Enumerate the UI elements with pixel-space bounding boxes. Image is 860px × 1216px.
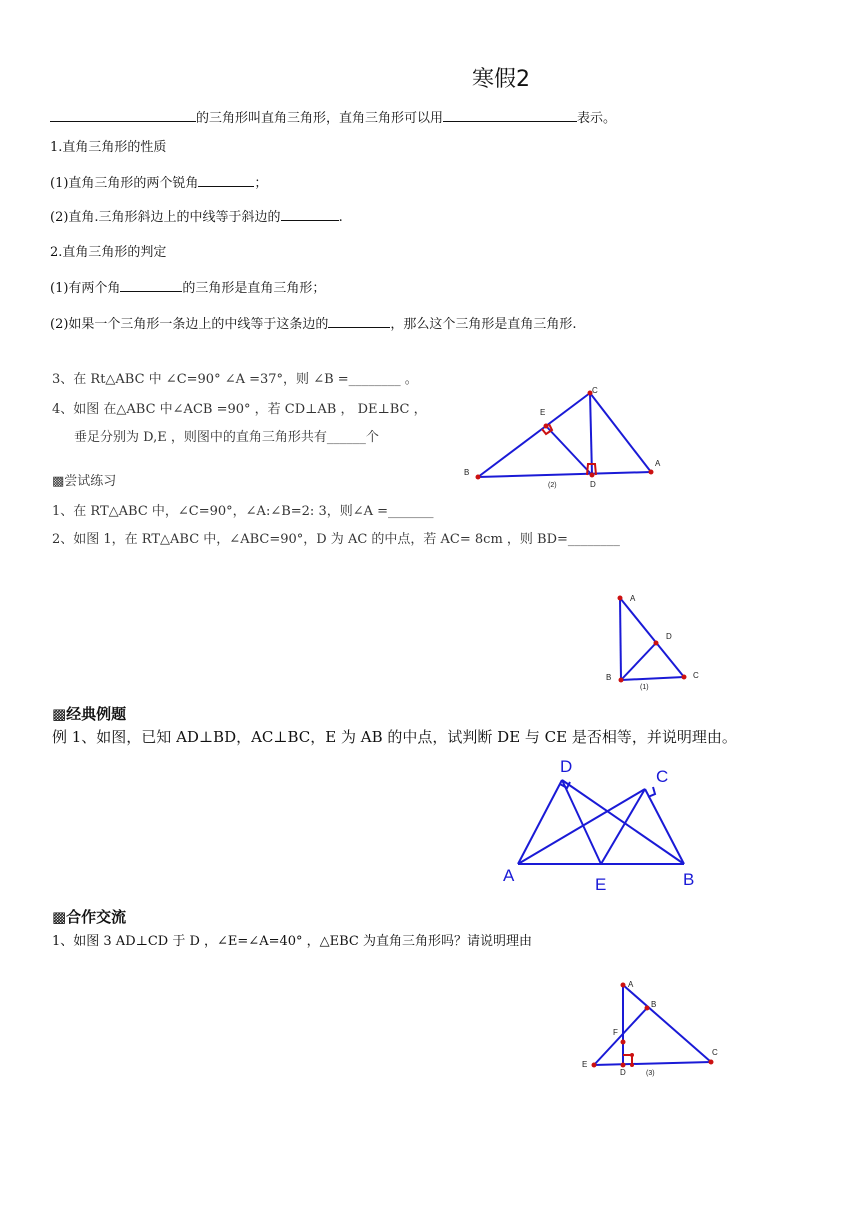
- fig1-point-d: [654, 641, 659, 646]
- fig2-segment-bc: [478, 393, 590, 477]
- fig2-label-e: E: [540, 408, 546, 417]
- fig2-label-a: A: [655, 459, 661, 468]
- intro-text-1: 的三角形叫直角三角形，直角三角形可以用: [196, 111, 444, 126]
- fig1-point-c: [682, 675, 687, 680]
- property-1: [50, 172, 267, 191]
- coop-question-1: 1、如图 3 AD⊥CD 于 D ，∠E=∠A=40° ，△EBC 为直角三角形吗？请说明理由: [52, 934, 533, 949]
- example-right-angle-c: [648, 787, 655, 797]
- fig1-point-a: [618, 596, 623, 601]
- try-question-2: 2、如图 1，在 RT△ABC 中，∠ABC=90°，D 为 AC 的中点，若 AC= 8cm ，则 BD=________: [52, 532, 620, 547]
- fig2-label-d: D: [590, 480, 596, 489]
- fig2-label-c: C: [592, 386, 598, 395]
- determination-1: [50, 277, 325, 296]
- fig1-segment-ac: [620, 598, 684, 677]
- intro-blank-1[interactable]: [50, 109, 196, 122]
- fig1-label-d: D: [666, 632, 672, 641]
- property-2-tail: .: [338, 210, 343, 225]
- determination-1-text: (1)有两个角: [50, 281, 121, 296]
- try-question-1: 1、在 RT△ABC 中，∠C=90°，∠A:∠B=2: 3，则∠A =_______: [52, 504, 434, 519]
- property-2-blank[interactable]: [281, 208, 339, 221]
- fig1-segment-ab: [620, 598, 621, 680]
- determination-2-text: (2)如果一个三角形一条边上的中线等于这条边的: [50, 317, 329, 332]
- example-label-a: A: [503, 866, 515, 885]
- property-1-blank[interactable]: [198, 174, 254, 187]
- fig2-segment-de: [546, 426, 592, 475]
- fig3-label-b: B: [651, 1000, 657, 1009]
- fig3-point-a: [621, 983, 626, 988]
- fig2-point-e: [544, 424, 549, 429]
- intro-blank-2[interactable]: [443, 109, 577, 122]
- determination-2-blank[interactable]: [328, 315, 390, 328]
- properties-heading: 1.直角三角形的性质: [50, 140, 167, 155]
- fig3-segment-ec: [594, 1062, 711, 1065]
- example-label-c: C: [656, 767, 669, 786]
- fig3-label-c: C: [712, 1048, 718, 1057]
- fig3-label-f: F: [613, 1028, 618, 1037]
- try-section-heading: ▩尝试练习: [52, 474, 117, 489]
- fig3-segment-ac: [623, 985, 711, 1062]
- example-figure: [498, 754, 708, 896]
- intro-text-2: 表示。: [577, 111, 617, 126]
- figure-2: [460, 383, 680, 493]
- fig3-point-c: [709, 1060, 714, 1065]
- fig2-point-d: [590, 473, 595, 478]
- fig3-point-e: [592, 1063, 597, 1068]
- figure-1: [600, 588, 710, 694]
- fig2-caption: (2): [548, 482, 557, 489]
- determination-1-tail: 的三角形是直角三角形；: [182, 281, 326, 296]
- fig2-segment-ca: [590, 393, 651, 472]
- question-3: 3、在 Rt△ABC 中 ∠C=90° ∠A =37°，则 ∠B =________ 。: [52, 372, 418, 387]
- property-2-text: (2)直角.三角形斜边上的中线等于斜边的: [50, 210, 281, 225]
- example-1: 例 1、如图，已知 AD⊥BD，AC⊥BC，E 为 AB 的中点，试判断 DE 与 CE 是否相等，并说明理由。: [52, 728, 737, 746]
- example-label-e: E: [595, 875, 607, 894]
- fig2-point-a: [649, 470, 654, 475]
- example-segment-cb: [645, 789, 684, 864]
- fig3-point-f: [621, 1040, 626, 1045]
- determination-1-blank[interactable]: [120, 279, 182, 292]
- fig1-label-b: B: [606, 673, 612, 682]
- determination-2-tail: ，那么这个三角形是直角三角形.: [390, 317, 577, 332]
- determination-2: [50, 313, 577, 332]
- fig2-segment-ab: [478, 472, 651, 477]
- example-segment-db: [562, 780, 684, 864]
- fig1-caption: (1): [640, 684, 649, 691]
- fig1-segment-bd: [621, 643, 656, 680]
- fig1-label-a: A: [630, 594, 636, 603]
- classic-section-heading: ▩经典例题: [52, 705, 127, 723]
- fig2-segment-cd: [590, 393, 592, 475]
- fig1-segment-bc: [621, 677, 684, 680]
- fig1-point-b: [619, 678, 624, 683]
- fig3-label-d: D: [620, 1068, 626, 1077]
- fig3-label-a: A: [628, 980, 634, 989]
- determination-heading: 2.直角三角形的判定: [50, 245, 167, 260]
- property-2: [50, 206, 343, 225]
- fig3-label-e: E: [582, 1060, 588, 1069]
- fig2-label-b: B: [464, 468, 470, 477]
- page-title: 寒假2: [472, 67, 530, 92]
- example-label-b: B: [683, 870, 695, 889]
- property-1-text: (1)直角三角形的两个锐角: [50, 176, 199, 191]
- fig3-point-b: [645, 1006, 650, 1011]
- fig2-point-b: [476, 475, 481, 480]
- question-4-line1: 4、如图 在△ABC 中∠ACB =90° ，若 CD⊥AB ， DE⊥BC ，: [52, 402, 427, 417]
- fig3-corner-2: [630, 1063, 634, 1067]
- property-1-tail: ；: [254, 176, 268, 191]
- intro-line: [50, 107, 616, 126]
- fig3-corner-1: [630, 1053, 634, 1057]
- example-label-d: D: [560, 757, 573, 776]
- fig3-point-d: [621, 1063, 626, 1068]
- fig3-caption: (3): [646, 1070, 655, 1077]
- figure-3: [578, 975, 728, 1081]
- fig1-label-c: C: [693, 671, 699, 680]
- question-4-line2: 垂足分别为 D,E ，则图中的直角三角形共有______个: [74, 430, 379, 445]
- fig3-segment-eb: [594, 1008, 647, 1065]
- example-segment-ce: [601, 789, 645, 864]
- coop-section-heading: ▩合作交流: [52, 908, 127, 926]
